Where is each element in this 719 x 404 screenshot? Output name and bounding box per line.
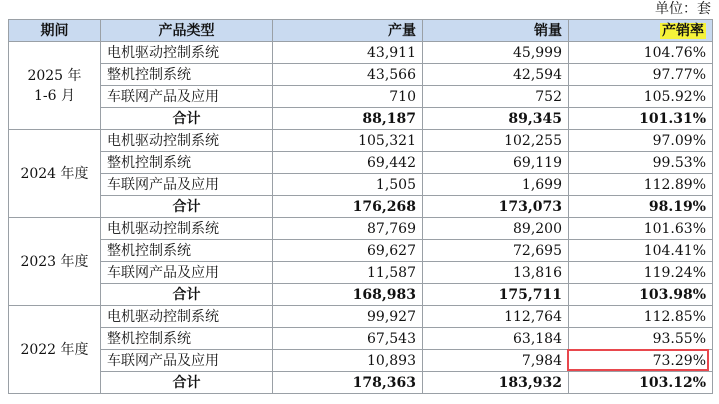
table-body xyxy=(9,42,713,394)
product-name-cell: 整机控制系统 xyxy=(101,328,273,350)
sales-rate-cell: 104.41% xyxy=(569,240,713,262)
sales-cell: 7,984 xyxy=(423,350,569,372)
production-cell: 1,505 xyxy=(273,174,423,196)
total-row xyxy=(9,284,713,306)
sales-cell: 69,119 xyxy=(423,152,569,174)
product-name-cell: 合计 xyxy=(101,372,273,394)
sales-rate-cell: 97.77% xyxy=(569,64,713,86)
sales-rate-cell: 103.12% xyxy=(569,372,713,394)
sales-cell: 183,932 xyxy=(423,372,569,394)
production-cell: 88,187 xyxy=(273,108,423,130)
production-cell: 176,268 xyxy=(273,196,423,218)
header-production: 产量 xyxy=(273,20,423,42)
product-name-cell: 车联网产品及应用 xyxy=(101,174,273,196)
product-name-cell: 合计 xyxy=(101,108,273,130)
table-row xyxy=(9,152,713,174)
product-name-cell: 电机驱动控制系统 xyxy=(101,306,273,328)
table-row xyxy=(9,42,713,64)
sales-cell: 72,695 xyxy=(423,240,569,262)
production-cell: 10,893 xyxy=(273,350,423,372)
product-name-cell: 整机控制系统 xyxy=(101,152,273,174)
sales-cell: 752 xyxy=(423,86,569,108)
sales-rate-cell: 112.85% xyxy=(569,306,713,328)
sales-cell: 1,699 xyxy=(423,174,569,196)
production-sales-table xyxy=(8,19,713,394)
header-product-type: 产品类型 xyxy=(101,20,273,42)
product-name-cell: 电机驱动控制系统 xyxy=(101,42,273,64)
product-name-cell: 电机驱动控制系统 xyxy=(101,218,273,240)
sales-rate-cell: 104.76% xyxy=(569,42,713,64)
table-row xyxy=(9,130,713,152)
sales-cell: 102,255 xyxy=(423,130,569,152)
production-cell: 43,911 xyxy=(273,42,423,64)
table-row xyxy=(9,86,713,108)
table-row xyxy=(9,306,713,328)
product-name-cell: 合计 xyxy=(101,196,273,218)
sales-cell: 175,711 xyxy=(423,284,569,306)
header-row xyxy=(9,20,713,42)
table-row xyxy=(9,240,713,262)
sales-rate-cell: 98.19% xyxy=(569,196,713,218)
sales-cell: 112,764 xyxy=(423,306,569,328)
production-cell: 67,543 xyxy=(273,328,423,350)
sales-rate-cell: 112.89% xyxy=(569,174,713,196)
table-row xyxy=(9,218,713,240)
sales-cell: 89,345 xyxy=(423,108,569,130)
production-cell: 168,983 xyxy=(273,284,423,306)
total-row xyxy=(9,196,713,218)
production-cell: 69,442 xyxy=(273,152,423,174)
sales-rate-cell: 73.29% xyxy=(569,350,713,372)
sales-rate-cell: 93.55% xyxy=(569,328,713,350)
period-cell: 2022 年度 xyxy=(9,306,101,394)
period-cell: 2025 年 1-6 月 xyxy=(9,42,101,130)
product-name-cell: 整机控制系统 xyxy=(101,240,273,262)
product-name-cell: 电机驱动控制系统 xyxy=(101,130,273,152)
sales-cell: 13,816 xyxy=(423,262,569,284)
sales-rate-cell: 101.31% xyxy=(569,108,713,130)
production-cell: 105,321 xyxy=(273,130,423,152)
product-name-cell: 车联网产品及应用 xyxy=(101,350,273,372)
sales-cell: 42,594 xyxy=(423,64,569,86)
sales-cell: 45,999 xyxy=(423,42,569,64)
product-name-cell: 整机控制系统 xyxy=(101,64,273,86)
sales-cell: 173,073 xyxy=(423,196,569,218)
header-sales: 销量 xyxy=(423,20,569,42)
period-cell: 2023 年度 xyxy=(9,218,101,306)
header-sales-rate xyxy=(569,20,713,42)
table-row xyxy=(9,350,713,372)
header-period: 期间 xyxy=(9,20,101,42)
sales-rate-cell: 105.92% xyxy=(569,86,713,108)
highlighted-rate-label: 产销率 xyxy=(662,22,704,39)
production-cell: 710 xyxy=(273,86,423,108)
unit-label: 单位：套 xyxy=(655,1,711,17)
total-row xyxy=(9,372,713,394)
sales-rate-cell: 97.09% xyxy=(569,130,713,152)
sales-rate-cell: 119.24% xyxy=(569,262,713,284)
product-name-cell: 车联网产品及应用 xyxy=(101,86,273,108)
table-row xyxy=(9,174,713,196)
production-cell: 11,587 xyxy=(273,262,423,284)
period-cell: 2024 年度 xyxy=(9,130,101,218)
sales-cell: 89,200 xyxy=(423,218,569,240)
production-cell: 99,927 xyxy=(273,306,423,328)
total-row xyxy=(9,108,713,130)
sales-rate-cell: 99.53% xyxy=(569,152,713,174)
table-row xyxy=(9,262,713,284)
production-cell: 69,627 xyxy=(273,240,423,262)
table-row xyxy=(9,64,713,86)
sales-rate-cell: 101.63% xyxy=(569,218,713,240)
table-row xyxy=(9,328,713,350)
sales-rate-cell: 103.98% xyxy=(569,284,713,306)
product-name-cell: 合计 xyxy=(101,284,273,306)
sales-cell: 63,184 xyxy=(423,328,569,350)
production-cell: 87,769 xyxy=(273,218,423,240)
production-cell: 178,363 xyxy=(273,372,423,394)
production-cell: 43,566 xyxy=(273,64,423,86)
product-name-cell: 车联网产品及应用 xyxy=(101,262,273,284)
